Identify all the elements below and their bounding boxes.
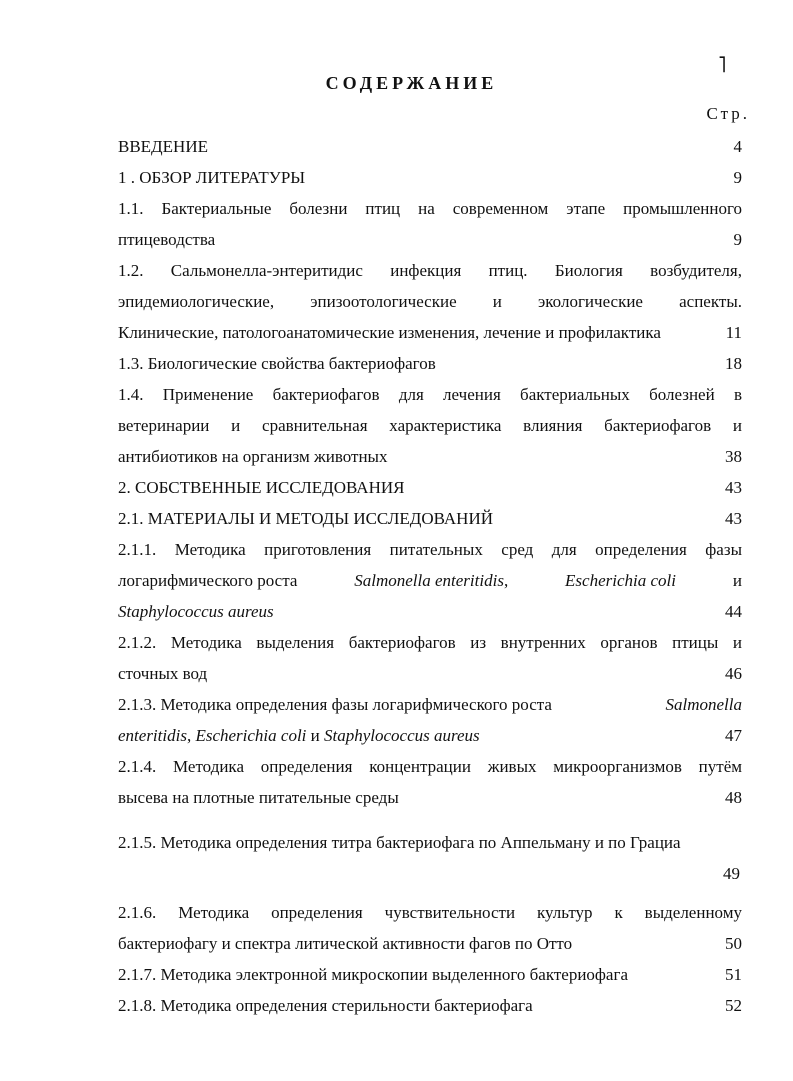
- page-number: 38: [725, 447, 742, 466]
- toc-entry-1-1[interactable]: 1.1. Бактериальные болезни птиц на современном этапе промышленного птицеводства 9: [118, 193, 742, 255]
- page-number: 43: [725, 509, 742, 528]
- table-of-contents: [118, 131, 742, 1021]
- toc-entry-1-4[interactable]: 1.4. Применение бактериофагов для лечения бактериальных болезней в ветеринарии и сравнительная характеристика влияния бактериофагов и антибиотиков на организм животных 38: [118, 379, 742, 472]
- toc-entry-2-1-3[interactable]: 2.1.3. Методика определения фазы логарифмического роста Salmonella enteritidis, Escherichia coli и Staphylococcus aureus 47: [118, 689, 742, 751]
- toc-entry-intro[interactable]: ВВЕДЕНИЕ 4: [118, 131, 742, 162]
- page-number: 51: [725, 965, 742, 984]
- page-number: 18: [725, 354, 742, 373]
- page-number: 48: [725, 788, 742, 807]
- toc-entry-1-3[interactable]: 1.3. Биологические свойства бактериофагов 18: [118, 348, 742, 379]
- toc-entry-2-1-8[interactable]: 2.1.8. Методика определения стерильности бактериофага 52: [118, 990, 742, 1021]
- page-number: 4: [733, 137, 742, 156]
- toc-entry-2-1-5[interactable]: 2.1.5. Методика определения титра бактериофага по Аппельману и по Грациа 49: [118, 827, 742, 889]
- toc-entry-2-1-6[interactable]: 2.1.6. Методика определения чувствительности культур к выделенному бактериофагу и спектра литической активности фагов по Отто 50: [118, 897, 742, 959]
- page-number: 52: [725, 996, 742, 1015]
- page-title: СОДЕРЖАНИЕ: [325, 73, 498, 93]
- toc-entry-1[interactable]: 1 . ОБЗОР ЛИТЕРАТУРЫ 9: [118, 162, 742, 193]
- page-number: 49: [723, 864, 740, 883]
- toc-entry-1-2[interactable]: 1.2. Сальмонелла-энтеритидис инфекция птиц. Биология возбудителя, эпидемиологические, эпизоотологические и экологические аспекты. Клинические, патологоанатомические изменения, лечение и профилактика 11: [118, 255, 742, 348]
- toc-entry-2-1-4[interactable]: 2.1.4. Методика определения концентрации живых микроорганизмов путём высева на плотные питательные среды 48: [118, 751, 742, 813]
- corner-mark: ˥: [718, 52, 727, 77]
- page-number: 11: [725, 323, 742, 342]
- toc-entry-2[interactable]: 2. СОБСТВЕННЫЕ ИССЛЕДОВАНИЯ 43: [118, 472, 742, 503]
- toc-entry-2-1-7[interactable]: 2.1.7. Методика электронной микроскопии выделенного бактериофага 51: [118, 959, 742, 990]
- toc-entry-2-1-2[interactable]: 2.1.2. Методика выделения бактериофагов из внутренних органов птицы и сточных вод 46: [118, 627, 742, 689]
- page-number: 43: [725, 478, 742, 497]
- page-number: 9: [733, 168, 742, 187]
- page-number: 44: [725, 602, 742, 621]
- toc-entry-2-1-1[interactable]: 2.1.1. Методика приготовления питательных сред для определения фазы логарифмического роста Salmonella enteritidis, Escherichia coli и Staphylococcus aureus 44: [118, 534, 742, 627]
- page-number: 47: [725, 726, 742, 745]
- page-number: 9: [733, 230, 742, 249]
- page-column-label: Стр.: [706, 104, 750, 123]
- page-number: 50: [725, 934, 742, 953]
- toc-entry-2-1[interactable]: 2.1. МАТЕРИАЛЫ И МЕТОДЫ ИССЛЕДОВАНИЙ 43: [118, 503, 742, 534]
- page-number: 46: [725, 664, 742, 683]
